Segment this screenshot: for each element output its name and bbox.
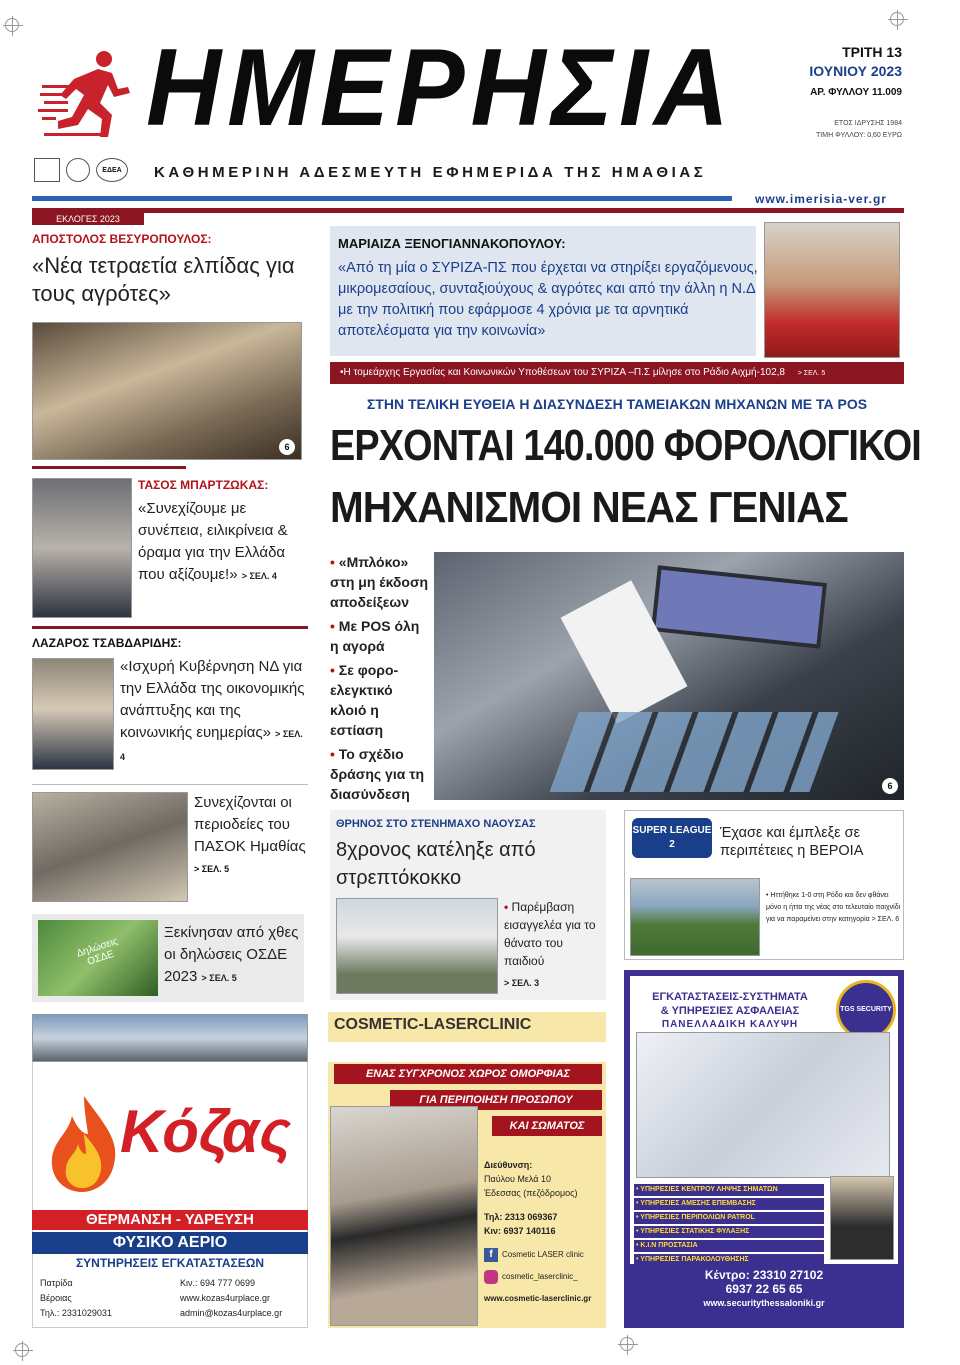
service-item: • ΥΠΗΡΕΣΙΕΣ ΑΜΕΣΗΣ ΕΠΕΜΒΑΣΗΣ: [634, 1198, 824, 1210]
divider: [32, 784, 308, 785]
ad-security-guard-photo: [830, 1176, 894, 1260]
main-bullet: • Σε φορο-ελεγκτικό κλοιό η εστίαση: [330, 660, 430, 740]
email[interactable]: admin@kozas4urplace.gr: [180, 1308, 283, 1318]
page-ref: > ΣΕΛ. 4: [120, 729, 303, 762]
ad-security-products: [636, 1032, 890, 1178]
instagram-icon: [484, 1270, 498, 1284]
phone: Κέντρο: 23310 27102: [704, 1268, 824, 1282]
photo-osde: [38, 920, 158, 996]
address-line: Παύλου Μελά 10: [484, 1174, 552, 1184]
divider: [32, 626, 308, 629]
date-day: ΤΡΙΤΗ 13: [842, 44, 902, 60]
registration-mark: [890, 12, 904, 26]
service-item: • ΥΠΗΡΕΣΙΕΣ ΠΕΡΙΠΟΛΙΩΝ PATROL: [634, 1212, 824, 1224]
title-line: ΠΑΝΕΛΛΑΔΙΚΗ ΚΑΛΥΨΗ: [661, 1019, 799, 1030]
article-text: Συνεχίζονται οι περιοδείες του ΠΑΣΟΚ Ημαθίας: [194, 794, 306, 855]
badge-icon: [34, 158, 60, 182]
ad-cosmetic-slogan2: ΓΙΑ ΠΕΡΙΠΟΙΗΣΗ ΠΡΟΣΩΠΟΥ: [390, 1090, 602, 1110]
instagram-link[interactable]: cosmetic_laserclinic_: [502, 1272, 578, 1281]
article-bartzokas[interactable]: [138, 478, 308, 587]
page-ref: 6: [882, 778, 898, 794]
ad-cosmetic-slogan1: ΕΝΑΣ ΣΥΓΧΡΟΝΟΣ ΧΩΡΟΣ ΟΜΟΡΦΙΑΣ: [334, 1064, 602, 1084]
registration-mark: [620, 1337, 634, 1351]
article-tsavdaridis-name: ΛΑΖΑΡΟΣ ΤΣΑΒΔΑΡΙΔΗΣ:: [32, 636, 182, 650]
page-ref: > ΣΕΛ. 4: [241, 571, 277, 581]
osde-sign: Δηλώσεις ΟΣΔΕ: [75, 935, 120, 968]
address-label: Διεύθυνση:: [484, 1160, 533, 1170]
address-line: Έδεσσας (πεζόδρομος): [484, 1188, 578, 1198]
facebook-icon: f: [484, 1248, 498, 1262]
ad-kozas-brand: Κόζας: [120, 1098, 292, 1165]
ad-cosmetic-header: [328, 1042, 606, 1062]
banner-text: •Η τομεάρχης Εργασίας και Κοινωνικών Υποθέσεων του ΣΥΡΙΖΑ –Π.Σ μίλησε στο Ράδιο Αιχμή-102,8: [340, 367, 785, 378]
ad-cosmetic-photo: [330, 1106, 478, 1326]
mobile: Κιν.: 694 777 0699: [180, 1278, 256, 1288]
page-ref: > ΣΕΛ. 5: [201, 973, 237, 983]
page-ref: > ΣΕΛ. 5: [797, 370, 826, 377]
masthead-rule: [32, 196, 732, 201]
photo-bartzokas: [32, 478, 132, 618]
masthead-subtitle: ΚΑΘΗΜΕΡΙΝΗ ΑΔΕΣΜΕΥΤΗ ΕΦΗΜΕΡΙΔΑ ΤΗΣ ΗΜΑΘΙΑΣ: [154, 164, 707, 181]
photo-pasok: [32, 792, 188, 902]
ad-security-contacts: [630, 1264, 898, 1322]
title-line: & ΥΠΗΡΕΣΙΕΣ ΑΣΦΑΛΕΙΑΣ: [660, 1005, 800, 1017]
ad-kozas-line2: ΦΥΣΙΚΟ ΑΕΡΙΟ: [32, 1232, 308, 1254]
naousa-kicker: ΘΡΗΝΟΣ ΣΤΟ ΣΤΕΝΗΜΑΧΟ ΝΑΟΥΣΑΣ: [336, 818, 536, 830]
ad-cosmetic-brand: COSMETIC-LASERCLINIC: [334, 1016, 532, 1033]
phone: Τηλ.: 2331029031: [40, 1308, 112, 1318]
edea-logo: ΕΔΕΑ: [96, 158, 128, 182]
page-ref: > ΣΕΛ. 3: [504, 978, 540, 988]
super-league-logo: SUPER LEAGUE 2: [632, 818, 712, 858]
article-vesyropoulos[interactable]: [32, 232, 308, 308]
website[interactable]: www.securitythessaloniki.gr: [703, 1298, 825, 1308]
ad-security-title: [630, 990, 830, 1032]
keypad: [549, 712, 838, 792]
service-item: • ΥΠΗΡΕΣΙΕΣ ΠΑΡΑΚΟΛΟΥΘΗΣΗΣ: [634, 1254, 824, 1266]
main-headline-2: ΜΗΧΑΝΙΣΜΟΙ ΝΕΑΣ ΓΕΝΙΑΣ: [330, 483, 848, 532]
masthead-badges: [34, 158, 128, 182]
photo-cash-register: [434, 552, 904, 800]
section-tag: ΕΚΛΟΓΕΣ 2023: [32, 213, 144, 225]
masthead-date: [782, 44, 902, 139]
top-story-name: ΜΑΡΙΑΙΖΑ ΞΕΝΟΓΙΑΝΝΑΚΟΠΟΥΛΟΥ:: [338, 236, 566, 251]
photo-xenogiannakopoulou: [764, 222, 900, 358]
top-story-quote: «Από τη μία ο ΣΥΡΙΖΑ-ΠΣ που έρχεται να στηρίξει εργαζόμενους, μικρομεσαίους, συνταξιούχους & αγρότες και από την άλλη η Ν.Δ με την πολιτική που εφάρμοσε 4 χρόνια με τα αρνητικά αποτελέσματα για την κοινωνία»: [338, 260, 758, 339]
registration-mark: [5, 18, 19, 32]
sport-headline: Έχασε και έμπλεξε σε περιπέτειες η ΒΕΡΟΙΑ: [720, 825, 864, 859]
registration-mark: [15, 1343, 29, 1357]
sport-body: • Ηττήθηκε 1-0 στη Ρόδο και δεν φθάνει μόνο η ήττα της νέας στο τελευταίο παιχνίδι για να παραμείνει στην κατηγορία > ΣΕΛ. 6: [766, 892, 901, 923]
ad-cosmetic-contacts: [484, 1158, 606, 1306]
service-item: • ΥΠΗΡΕΣΙΕΣ ΣΤΑΤΙΚΗΣ ΦΥΛΑΞΗΣ: [634, 1226, 824, 1238]
article-pasok[interactable]: [194, 792, 308, 874]
article-quote: «Συνεχίζουμε με συνέπεια, ειλικρίνεια & όραμα για την Ελλάδα που αξίζουμε!»: [138, 500, 288, 583]
photo-football: [630, 878, 760, 956]
ad-kozas-address: [40, 1276, 112, 1321]
naousa-bullet: [504, 898, 604, 992]
divider: [32, 466, 186, 469]
article-quote: «Ισχυρή Κυβέρνηση ΝΔ για την Ελλάδα της οικονομικής ανάπτυξης και της κοινωνικής ευημερίας»: [120, 658, 305, 741]
issue-price: ΤΙΜΗ ΦΥΛΛΟΥ: 0,60 ΕΥΡΩ: [816, 132, 902, 139]
date-month-year: ΙΟΥΝΙΟΥ 2023: [809, 63, 902, 79]
flame-icon: [44, 1094, 124, 1194]
article-quote: «Νέα τετραετία ελπίδας για τους αγρότες»: [32, 253, 295, 306]
ad-cosmetic-slogan3: ΚΑΙ ΣΩΜΑΤΟΣ: [492, 1116, 602, 1136]
ad-kozas-photo: [32, 1014, 308, 1062]
ad-kozas-line1: ΘΕΡΜΑΝΣΗ - ΥΔΡΕΥΣΗ: [32, 1210, 308, 1230]
title-line: ΕΓΚΑΤΑΣΤΑΣΕΙΣ-ΣΥΣΤΗΜΑΤΑ: [652, 991, 808, 1003]
article-tsavdaridis[interactable]: [120, 656, 308, 768]
article-osde-box[interactable]: [32, 914, 304, 1002]
ad-security-services: [634, 1184, 824, 1266]
service-item: • Κ.Ι.Ν ΠΡΟΣΤΑΣΙΑ: [634, 1240, 824, 1252]
phone: Τηλ: 2313 069367: [484, 1212, 558, 1222]
photo-hospital: [336, 898, 498, 994]
naousa-bullet-text: • Παρέμβαση εισαγγελέα για το θάνατο του παιδιού: [504, 900, 596, 968]
website[interactable]: www.cosmetic-laserclinic.gr: [484, 1294, 592, 1303]
main-bullets: [330, 552, 430, 804]
page-ref: 6: [279, 439, 295, 455]
section-rule: [32, 208, 904, 213]
main-kicker: ΣΤΗΝ ΤΕΛΙΚΗ ΕΥΘΕΙΑ Η ΔΙΑΣΥΝΔΕΣΗ ΤΑΜΕΙΑΚΩΝ ΜΗΧΑΝΩΝ ΜΕ ΤΑ POS: [366, 396, 868, 412]
main-headline-1: ΕΡΧΟΝΤΑΙ 140.000 ΦΟΡΟΛΟΓΙΚΟΙ: [330, 421, 921, 470]
runner-logo-icon: [38, 45, 138, 145]
ad-security-badge: TGS SECURITY: [836, 980, 896, 1040]
naousa-headline: 8χρονος κατέληξε από στρεπτόκοκκο: [336, 839, 536, 889]
ad-kozas-contacts: [180, 1276, 282, 1321]
address-line: Βέροιας: [40, 1293, 72, 1303]
facebook-link[interactable]: Cosmetic LASER clinic: [502, 1250, 584, 1259]
badge-icon: [66, 158, 90, 182]
mobile: 6937 22 65 65: [725, 1282, 803, 1296]
website-link[interactable]: www.imerisia-ver.gr: [755, 192, 887, 206]
masthead-title: ΗΜΕΡΗΣΙΑ: [146, 27, 735, 149]
service-item: • ΥΠΗΡΕΣΙΕΣ ΚΕΝΤΡΟΥ ΛΗΨΗΣ ΣΗΜΑΤΩΝ: [634, 1184, 824, 1196]
photo-tsavdaridis: [32, 658, 114, 770]
issue-number: ΑΡ. ΦΥΛΛΟΥ 11.009: [810, 87, 902, 98]
register-screen: [651, 565, 827, 648]
ad-kozas-line3: ΣΥΝΤΗΡΗΣΕΙΣ ΕΓΚΑΤΑΣΤΑΣΕΩΝ: [75, 1256, 265, 1270]
main-bullet: • «Μπλόκο» στη μη έκδοση αποδείξεων: [330, 552, 430, 612]
address-line: Πατρίδα: [40, 1278, 73, 1288]
main-bullet: • Το σχέδιο δράσης για τη διασύνδεση: [330, 744, 430, 804]
article-name: ΑΠΟΣΤΟΛΟΣ ΒΕΣΥΡΟΠΟΥΛΟΣ:: [32, 232, 212, 246]
page-ref: > ΣΕΛ. 5: [194, 864, 230, 874]
website[interactable]: www.kozas4urplace.gr: [180, 1293, 271, 1303]
mobile: Κιν: 6937 140116: [484, 1226, 556, 1236]
article-text: Ξεκίνησαν από χθες οι δηλώσεις ΟΣΔΕ 2023: [164, 924, 299, 985]
photo-group: [32, 322, 302, 460]
main-bullet: • Με POS όλη η αγορά: [330, 616, 430, 656]
top-story-banner: [330, 362, 904, 384]
founded-year: ΕΤΟΣ ΙΔΡΥΣΗΣ 1984: [834, 120, 902, 127]
article-name: ΤΑΣΟΣ ΜΠΑΡΤΖΩΚΑΣ:: [138, 478, 269, 492]
